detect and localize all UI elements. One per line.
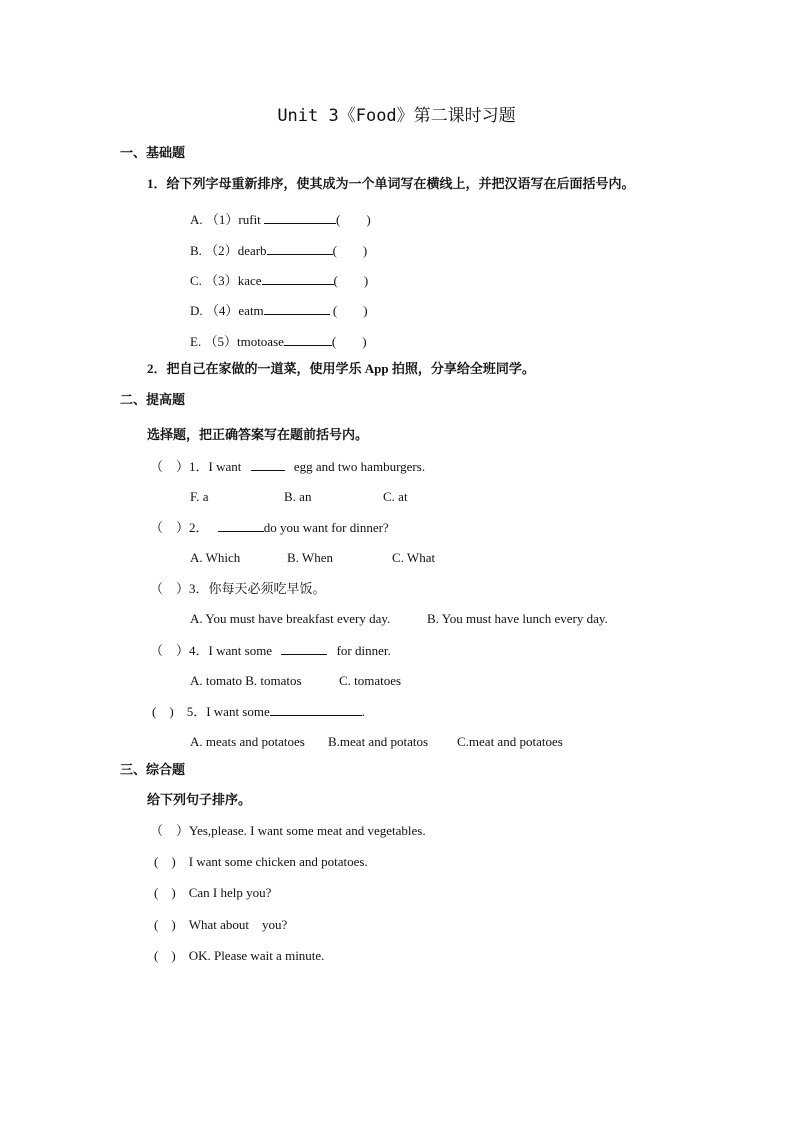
item-num: （5） [204, 334, 237, 349]
answer-paren[interactable]: ( ) [152, 704, 174, 719]
s1-item-a [190, 212, 371, 228]
sentence-text: What about you? [188, 917, 288, 932]
question-text: I want [208, 459, 242, 474]
s2-q5-opt-b: B.meat and potatos [328, 734, 429, 749]
page-title: Unit 3《Food》第二课时习题 [277, 106, 516, 126]
answer-paren[interactable]: ( ) [331, 334, 367, 349]
answer-blank[interactable] [267, 243, 333, 255]
question-num: 4． [189, 643, 209, 658]
s2-question-5 [152, 704, 365, 720]
answer-paren[interactable]: ( ) [154, 854, 176, 869]
answer-paren[interactable]: ( ) [332, 303, 368, 318]
answer-paren[interactable]: （ ） [150, 459, 190, 474]
answer-blank[interactable] [262, 273, 334, 285]
s2-q3-opt-a: A. You must have breakfast every day. [190, 611, 391, 626]
s1-item-e [190, 334, 367, 350]
item-letter: C. [190, 273, 202, 288]
question-num: 5． [186, 704, 207, 719]
s1-item-d [190, 303, 368, 319]
s2-q5-opt-c: C.meat and potatoes [457, 734, 563, 749]
s2-q5-opt-a: A. meats and potatoes [190, 734, 305, 749]
s2-q2-opt-c: C. What [392, 550, 436, 565]
item-letter: A. [190, 212, 203, 227]
question-text: do you want for dinner? [263, 520, 389, 535]
s1-question-1: 1．给下列字母重新排序，使其成为一个单词写在横线上，并把汉语写在后面括号内。 [147, 176, 635, 191]
item-word: tmotoase [236, 334, 284, 349]
answer-paren[interactable]: ( ) [154, 885, 176, 900]
answer-blank[interactable] [264, 303, 330, 315]
s2-question-4 [150, 642, 391, 659]
sentence-text: OK. Please wait a minute. [188, 948, 325, 963]
item-word: dearb [237, 243, 267, 258]
answer-blank[interactable] [218, 519, 264, 532]
item-letter: E. [190, 334, 202, 349]
s2-q4-opt-c: C. tomatoes [339, 673, 402, 688]
s3-sentence-3 [154, 885, 271, 901]
answer-blank[interactable] [251, 458, 285, 471]
item-num: （2） [205, 243, 238, 258]
s3-sentence-1 [150, 823, 426, 839]
s3-sentence-2 [154, 854, 368, 870]
question-num: 3． [189, 581, 209, 596]
s2-instruction: 选择题，把正确答案写在题前括号内。 [147, 427, 369, 442]
sentence-text: I want some chicken and potatoes. [188, 854, 368, 869]
s2-q1-opt-c: C. at [383, 489, 408, 504]
answer-blank[interactable] [270, 704, 362, 716]
answer-paren[interactable]: ( ) [154, 948, 176, 963]
section-2-heading: 二、提高题 [120, 392, 186, 407]
s2-question-1 [150, 458, 425, 475]
s2-question-3 [150, 581, 326, 597]
question-text: I want some [206, 704, 270, 719]
s2-q2-opt-b: B. When [287, 550, 333, 565]
s1-item-b [190, 243, 367, 259]
item-word: kace [237, 273, 262, 288]
item-num: （4） [205, 303, 239, 318]
s2-q1-opt-a: F. a [190, 489, 209, 504]
s1-question-2: 2．把自己在家做的一道菜，使用学乐 App 拍照，分享给全班同学。 [147, 361, 535, 376]
s1-item-c [190, 273, 368, 289]
s2-q2-opt-a: A. Which [190, 550, 241, 565]
s3-instruction: 给下列句子排序。 [147, 792, 252, 807]
s2-q1-opt-b: B. an [284, 489, 312, 504]
question-text: 你每天必须吃早饭。 [208, 581, 326, 596]
s2-q4-opt-ab: A. tomato B. tomatos [190, 673, 302, 688]
answer-paren[interactable]: ( ) [333, 273, 369, 288]
item-num: （1） [205, 212, 239, 227]
item-word: rufit [238, 212, 261, 227]
question-text: egg and two hamburgers. [293, 459, 426, 474]
item-num: （3） [205, 273, 238, 288]
question-num: 1． [189, 459, 209, 474]
item-word: eatm [238, 303, 264, 318]
s3-sentence-5 [154, 948, 324, 964]
answer-blank[interactable] [281, 642, 327, 655]
section-1-heading: 一、基础题 [120, 145, 186, 160]
question-text: I want some [208, 643, 273, 658]
question-text: . [361, 704, 365, 719]
sentence-text: Yes,please. I want some meat and vegetables. [189, 823, 426, 838]
answer-paren[interactable]: ( ) [154, 917, 176, 932]
s2-q3-opt-b: B. You must have lunch every day. [427, 611, 608, 626]
item-letter: B. [190, 243, 202, 258]
sentence-text: Can I help you? [188, 885, 272, 900]
s2-question-2 [150, 519, 389, 536]
section-3-heading: 三、综合题 [120, 762, 186, 777]
answer-paren[interactable]: （ ） [150, 581, 190, 596]
answer-blank[interactable] [264, 212, 336, 224]
answer-blank[interactable] [284, 334, 332, 346]
answer-paren[interactable]: ( ) [336, 212, 371, 227]
question-text: for dinner. [336, 643, 391, 658]
question-num: 2． [189, 520, 209, 535]
answer-paren[interactable]: （ ） [150, 643, 190, 658]
answer-paren[interactable]: （ ） [150, 823, 190, 838]
answer-paren[interactable]: ( ) [332, 243, 368, 258]
item-letter: D. [190, 303, 203, 318]
s3-sentence-4 [154, 917, 287, 933]
answer-paren[interactable]: （ ） [150, 520, 190, 535]
